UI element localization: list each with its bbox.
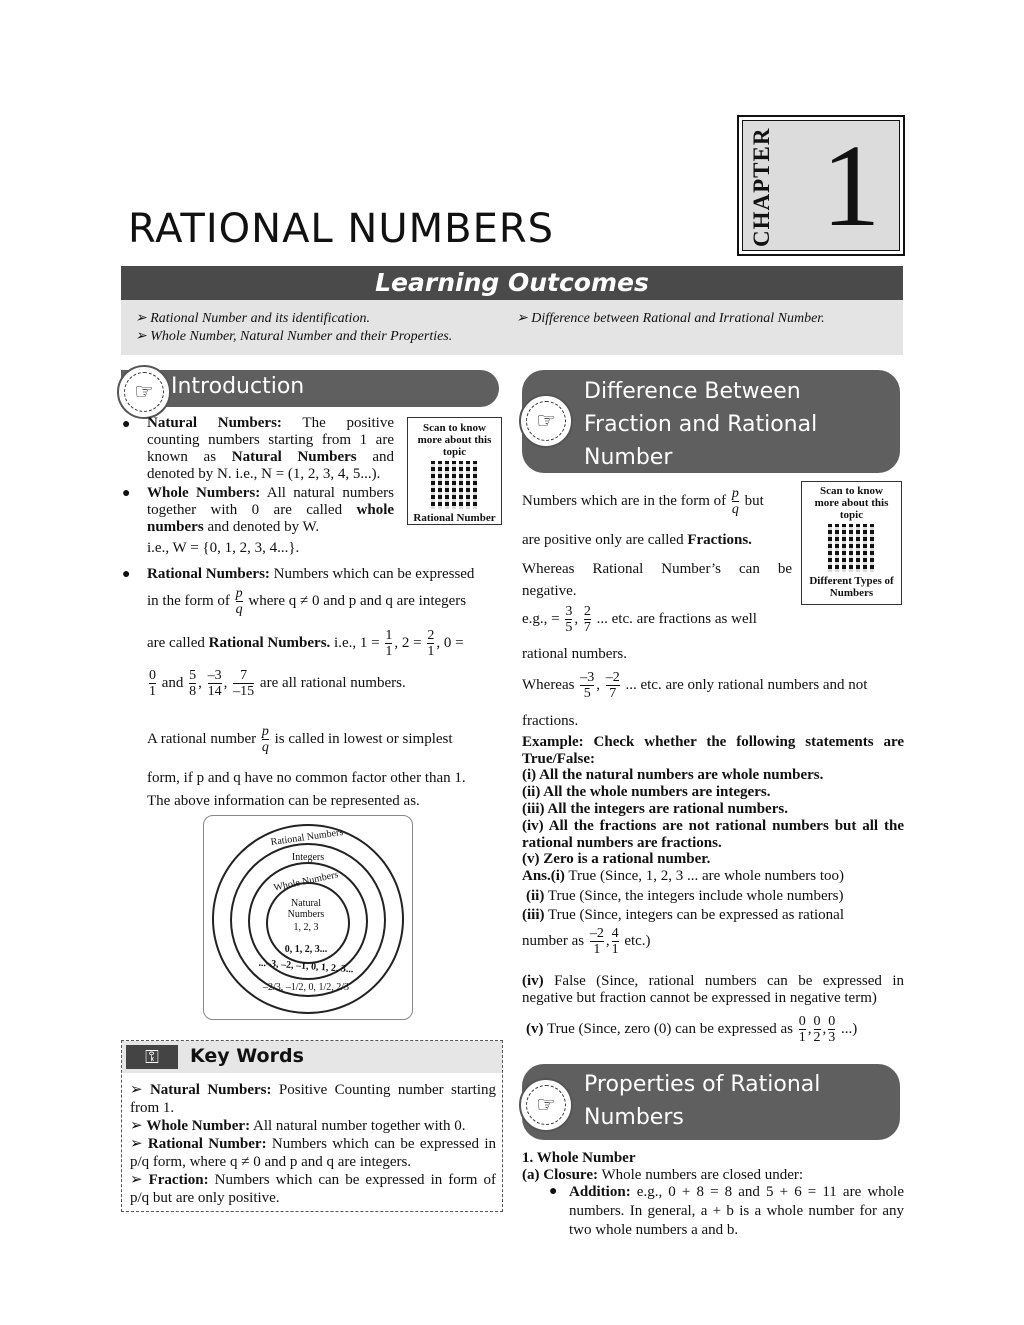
eg-post: ... etc. are fractions as well [596, 610, 757, 627]
pointing-hand-icon: ☞ [519, 394, 573, 448]
difference-line1 [522, 486, 792, 517]
learning-outcome-item: ➢ Whole Number, Natural Number and their Properties. [135, 329, 453, 344]
qr-code-icon [828, 524, 876, 572]
fraction-p-over-q: $\frac{p}{q}$ [261, 724, 269, 755]
whole-numbers-paragraph [147, 485, 394, 536]
learning-outcome-item: ➢ Rational Number and its identification. [135, 311, 370, 326]
qr-topic: Rational Number [413, 512, 496, 524]
closure-line [522, 1167, 904, 1184]
fraction: $\frac{-3}{5}$ [580, 670, 595, 701]
fraction: $\frac{1}{1}$ [385, 628, 393, 659]
lowest-form-line2: form, if p and q have no common factor other than 1. [147, 770, 466, 786]
answer-5: (v) True (Since, zero (0) can be expressed as $\frac{0}{1}$ , $\frac{0}{2}$ , $\frac{0}{3}$ ...) [526, 1014, 858, 1045]
natural-values: 1, 2, 3 [293, 922, 319, 933]
rational-numbers-text: Numbers which can be expressed [273, 566, 475, 582]
closure-bold: Closure: [543, 1167, 598, 1183]
rational-called: are called [147, 634, 205, 651]
introduction-heading-bar [121, 370, 499, 407]
statement-4: (iv) All the fractions are not rational numbers but all the rational numbers are fractions. [522, 818, 904, 851]
fraction: $\frac{-2}{7}$ [605, 670, 620, 701]
answer-label: (v) [526, 1020, 544, 1037]
fraction: $\frac{-2}{1}$ [589, 926, 604, 957]
chapter-number: 1 [821, 120, 881, 251]
key-word-text: All natural number together with 0. [253, 1118, 466, 1134]
qr-topic: Different Types of Numbers [809, 575, 894, 599]
statement-2: (ii) All the whole numbers are integers. [522, 784, 771, 800]
rational-values: –2/3, –1/2, 0, 1/2, 2/3 [262, 982, 350, 993]
answer-text: etc.) [624, 932, 651, 949]
answer-4 [522, 973, 904, 1007]
answer-text: True (Since, the integers include whole numbers) [547, 888, 844, 904]
qr-code-icon [431, 461, 479, 509]
bullet-icon: ● [549, 1184, 558, 1199]
natural-numbers-paragraph [147, 415, 394, 483]
learning-outcomes-heading: Learning Outcomes [375, 268, 649, 297]
learning-outcome-text: Difference between Rational and Irrational Number. [531, 311, 825, 326]
statement-1: (i) All the natural numbers are whole numbers. [522, 767, 824, 783]
integers-label: Integers [291, 852, 325, 863]
and-word: and [161, 674, 184, 691]
key-words-heading: Key Words [190, 1045, 304, 1067]
whereas-line: Whereas $\frac{-3}{5}$ , $\frac{-2}{7}$ ... etc. are only rational numbers and not [522, 670, 868, 701]
bullet-icon: ● [122, 417, 131, 432]
natural-numbers-tail: and denoted by N. i.e., N = (1, 2, 3, 4, 5...). [147, 449, 395, 482]
whole-numbers-text: All natural numbers together with 0 are called [147, 485, 394, 518]
difference-line3: Whereas Rational Number’s can be negative. [522, 561, 792, 599]
key-word-item: ➢ Fraction: Numbers which can be expressed in form of p/q but are only positive. [130, 1172, 496, 1206]
answer-label: (iv) [522, 973, 544, 989]
example-question: Example: Check whether the following statements are True/False: [522, 734, 904, 767]
eg-line2: rational numbers. [522, 646, 627, 662]
fraction: $\frac{0}{1}$ [798, 1014, 806, 1045]
learning-outcome-text: Whole Number, Natural Number and their Properties. [150, 329, 453, 344]
number-sets-diagram [203, 815, 413, 1020]
key-words-header [122, 1041, 502, 1073]
natural-numbers-bold: Natural Numbers [231, 449, 357, 465]
qr-caption: Scan to know more about this topic [417, 422, 492, 458]
fraction: $\frac{2}{7}$ [583, 604, 591, 635]
whole-numbers-label: Whole Numbers [272, 869, 340, 894]
learning-outcome-item: ➢ Difference between Rational and Irrational Number. [516, 311, 825, 326]
addition-text: e.g., 0 + 8 = 8 and 5 + 6 = 11 are whole numbers. In general, a + b is a whole number for any two whole numbers a and b. [569, 1184, 904, 1238]
rational-numbers-line3: are called Rational Numbers. i.e., 1 = $\frac{1}{1}$ , 2 = $\frac{2}{1}$ , 0 = [147, 628, 464, 659]
fraction: $\frac{5}{8}$ [189, 668, 197, 699]
whole-numbers-tail: and denoted by W. [207, 519, 320, 535]
addition-paragraph [569, 1183, 904, 1240]
answer-label: (ii) [526, 888, 545, 904]
fraction: $\frac{-3}{14}$ [207, 668, 222, 699]
lowest-post: is called in lowest or simplest [274, 730, 453, 747]
answer-3-line2: number as $\frac{-2}{1}$ , $\frac{4}{1}$ etc.) [522, 926, 651, 957]
key-word-label: Whole Number: [146, 1118, 251, 1134]
difference-line1-post: but [744, 492, 764, 509]
key-word-item: ➢ Natural Numbers: Positive Counting number starting from 1. [130, 1082, 497, 1116]
learning-outcome-text: Rational Number and its identification. [150, 311, 370, 326]
key-word-text: Numbers which can be expressed in form of p/q but are only positive. [130, 1172, 496, 1206]
key-word-label: Rational Number: [147, 1136, 267, 1152]
rational-numbers-line2 [147, 586, 502, 617]
fractions-bold: Fractions. [687, 532, 752, 548]
whereas-post: ... etc. are only rational numbers and not [625, 676, 868, 693]
rational-form-post: where q ≠ 0 and p and q are integers [248, 592, 467, 609]
fraction: $\frac{3}{5}$ [565, 604, 573, 635]
whole-values: 0, 1, 2, 3... [284, 944, 328, 955]
whole-number-item: 1. Whole Number [522, 1150, 636, 1166]
rational-numbers-line1 [147, 566, 502, 583]
fraction: $\frac{4}{1}$ [611, 926, 619, 957]
natural-numbers-text: The positive counting numbers starting from 1 are known as [147, 415, 395, 465]
qr-caption: Scan to know more about this topic [814, 485, 889, 521]
answer-text: True (Since, zero (0) can be expressed as [546, 1020, 794, 1037]
rational-form-pre: in the form of [147, 592, 230, 609]
rational-numbers-label: Rational Numbers [270, 826, 344, 849]
fraction: $\frac{0}{3}$ [828, 1014, 836, 1045]
key-words-box [121, 1040, 503, 1212]
natural-numbers-label: Natural Numbers: [147, 415, 282, 431]
statement-5: (v) Zero is a rational number. [522, 851, 711, 867]
qr-code-card[interactable] [801, 481, 902, 605]
chapter-box [737, 115, 905, 256]
properties-heading: Properties of Rational Numbers [584, 1072, 821, 1130]
rational-bold: Rational Numbers. [208, 634, 331, 651]
fraction-p-over-q: $\frac{p}{q}$ [235, 586, 243, 617]
page-title: RATIONAL NUMBERS [128, 206, 555, 252]
whole-numbers-bold: whole numbers [147, 502, 395, 535]
key-word-item: ➢ Whole Number: All natural number together with 0. [130, 1118, 466, 1134]
fraction: $\frac{7}{-15}$ [233, 668, 255, 699]
whole-numbers-label: Whole Numbers: [147, 485, 261, 501]
learning-outcomes-box [121, 300, 903, 355]
difference-heading: Difference Between Fraction and Rational Number [584, 379, 818, 470]
key-word-text: Positive Counting number starting from 1. [130, 1082, 497, 1116]
key-word-label: Natural Numbers: [149, 1082, 272, 1098]
difference-heading-bar [522, 370, 900, 473]
closure-text: Whole numbers are closed under: [601, 1167, 804, 1183]
represented-text: The above information can be represented as. [147, 793, 420, 809]
chapter-label: CHAPTER [749, 127, 774, 247]
answer-text: True (Since, 1, 2, 3 ... are whole numbers too) [568, 868, 845, 884]
qr-code-card[interactable] [407, 417, 502, 525]
key-word-label: Fraction: [148, 1172, 209, 1188]
fractions-word: fractions. [522, 713, 579, 729]
all-rational-text: are all rational numbers. [259, 674, 406, 691]
addition-bold: Addition: [569, 1184, 631, 1200]
answer-text: number as [522, 932, 585, 949]
pointing-hand-icon: ☞ [519, 1078, 573, 1132]
whereas-pre: Whereas [522, 676, 575, 693]
eg-pre: e.g., = [522, 610, 560, 627]
answer-1 [522, 868, 904, 885]
bullet-icon: ● [122, 486, 131, 501]
fraction: $\frac{0}{2}$ [813, 1014, 821, 1045]
difference-line1-pre: Numbers which are in the form of [522, 492, 727, 509]
key-icon: ⚿ [126, 1045, 178, 1069]
fraction: $\frac{0}{1}$ [149, 668, 156, 699]
answer-label: (iii) [522, 907, 545, 923]
statement-3: (iii) All the integers are rational numbers. [522, 801, 788, 817]
key-word-item: ➢ Rational Number: Numbers which can be expressed in p/q form, where q ≠ 0 and p and q are integers. [130, 1136, 497, 1170]
difference-line2-text: are positive only are called [522, 532, 684, 548]
properties-heading-bar [522, 1064, 900, 1140]
rational-ie: i.e., 1 = [334, 634, 380, 651]
closure-label: (a) [522, 1167, 540, 1183]
learning-outcomes-bar [121, 266, 903, 300]
answer-text: False (Since, rational numbers can be expressed in negative but fraction cannot be expressed in negative term) [522, 973, 904, 1006]
answer-label: Ans.(i) [522, 868, 565, 884]
difference-line2 [522, 532, 792, 549]
answer-text: ...) [841, 1020, 858, 1037]
answer-text: True (Since, integers can be expressed as rational [547, 907, 844, 923]
fraction: $\frac{2}{1}$ [427, 628, 435, 659]
lowest-pre: A rational number [147, 730, 257, 747]
bullet-icon: ● [122, 567, 131, 582]
chapter-inner [742, 120, 900, 251]
key-word-text: Numbers which can be expressed in p/q form, where q ≠ 0 and p and q are integers. [130, 1136, 497, 1170]
lowest-form-line1 [147, 724, 502, 755]
answer-3 [522, 907, 904, 924]
integer-values: ...–3, –2, –1, 0, 1, 2, 3... [258, 957, 354, 976]
fraction-p-over-q: $\frac{p}{q}$ [731, 486, 739, 517]
natural-numbers-label: Natural Numbers [287, 898, 325, 920]
rational-numbers-line4: $\frac{0}{1}$ and $\frac{5}{8}$ , $\frac{-3}{14}$ , $\frac{7}{-15}$ are all rational numbers. [149, 668, 406, 699]
whole-numbers-set: i.e., W = {0, 1, 2, 3, 4...}. [147, 540, 300, 556]
answer-2 [526, 888, 904, 905]
pointing-hand-icon: ☞ [117, 365, 171, 419]
rational-numbers-label: Rational Numbers: [147, 566, 270, 582]
example-fractions-line: e.g., = $\frac{3}{5}$ , $\frac{2}{7}$ ... etc. are fractions as well [522, 604, 757, 635]
introduction-heading: Introduction [171, 374, 305, 399]
